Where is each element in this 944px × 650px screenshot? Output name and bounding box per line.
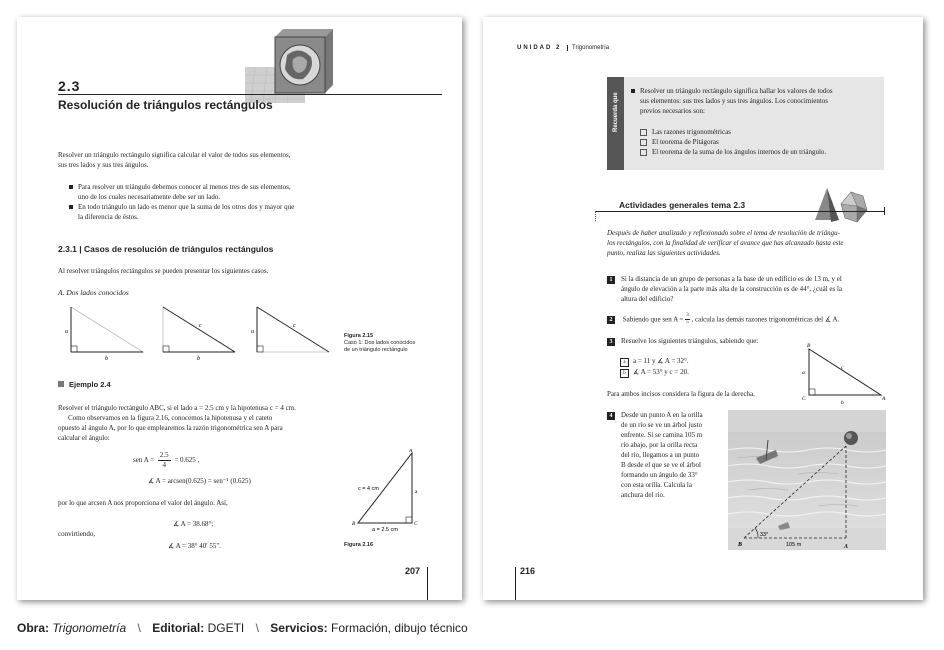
bullet-text: Para resolver un triángulo debemos conocer al menos tres de sus elementos, bbox=[78, 183, 291, 191]
example-line: Resolver el triángulo rectángulo ABC, si el lado a = 2.5 cm y la hipotenusa c = 4 cm. bbox=[58, 404, 296, 412]
intro-line: Resolver un triángulo rectángulo significa calcular el valor de todos sus elementos, bbox=[58, 151, 291, 159]
q4-line: del río, llegamos a un punto bbox=[621, 451, 700, 459]
recuerda-item bbox=[640, 127, 826, 137]
q4-line: río abajo, por la orilla recta bbox=[621, 441, 698, 449]
triangle-3 bbox=[257, 307, 329, 352]
recuerda-item bbox=[640, 137, 826, 147]
q1-line bbox=[607, 274, 892, 284]
fig16-label-A: A bbox=[409, 449, 413, 454]
q4-line: formando un ángulo de 33° bbox=[621, 471, 698, 479]
q4-line: B desde el que se ve el árbol bbox=[621, 461, 701, 469]
open-square-icon bbox=[640, 149, 647, 156]
equation-3: ∡ A = 38.68°; bbox=[173, 520, 214, 528]
convirtiendo-text: convirtiendo, bbox=[58, 530, 96, 538]
river-angle-label: 33° bbox=[760, 532, 769, 538]
figure-2-16-caption: Figura 2.16 bbox=[344, 542, 374, 548]
equation-1 bbox=[133, 451, 199, 470]
eq1-numerator: 2.5 bbox=[159, 451, 169, 459]
separator: \ bbox=[137, 621, 141, 635]
activities-rule bbox=[595, 211, 885, 212]
activities-rule-tick-left bbox=[595, 211, 596, 221]
case-a-label: A. Dos lados conocidos bbox=[58, 288, 129, 297]
q3-case-a bbox=[620, 356, 689, 367]
figure-2-15-caption bbox=[344, 333, 415, 354]
q4-line: de un río se ve un árbol justo bbox=[621, 421, 703, 429]
river-illustration bbox=[728, 410, 886, 550]
river-label-B: B bbox=[738, 542, 743, 548]
obra-label: Obra: bbox=[17, 621, 50, 635]
section-number: 2.3 bbox=[58, 78, 81, 94]
tri3-label-a: a bbox=[251, 329, 254, 335]
recuerda-item bbox=[640, 147, 826, 157]
servicios-value: Formación, dibujo técnico bbox=[330, 621, 468, 635]
bullet-item bbox=[69, 182, 294, 192]
question-2 bbox=[607, 313, 839, 326]
page-number: 216 bbox=[520, 566, 536, 576]
recuerda-line-text: Resolver un triángulo rectángulo significa hallar los valores de todos bbox=[640, 87, 833, 95]
subsection-intro: Al resolver triángulos rectángulos se pueden presentar los siguientes casos. bbox=[58, 267, 269, 275]
bullet-text: la diferencia de éstos. bbox=[78, 213, 139, 221]
bullet-item bbox=[69, 202, 294, 212]
header-unit: UNIDAD 2 bbox=[517, 45, 562, 51]
recuerda-line bbox=[631, 86, 833, 96]
example-line: Como observamos en la figura 2.16, conocemos la hipotenusa y el cateto bbox=[68, 414, 273, 422]
credits-footer bbox=[17, 621, 468, 635]
q2-fraction-den: 5 bbox=[686, 320, 689, 325]
recuerda-item-text: El teorema de la suma de los ángulos internos de un triángulo. bbox=[652, 148, 827, 156]
intro-line: sus tres lados y sus tres ángulos. bbox=[58, 161, 149, 169]
bullet-square-icon bbox=[631, 89, 635, 93]
q3-b-box: b bbox=[620, 369, 629, 378]
running-header bbox=[517, 45, 609, 51]
activities-intro-line: los rectángulos, con la finalidad de verificar el avance que has alcanzado hasta este bbox=[607, 239, 844, 247]
q3-number-badge: 3 bbox=[607, 338, 615, 346]
fig16-label-b: a = 2.5 cm bbox=[372, 527, 398, 533]
q3-case-b bbox=[620, 367, 689, 378]
example-body bbox=[58, 403, 334, 443]
question-1 bbox=[607, 274, 892, 304]
q3fig-label-a: a bbox=[802, 370, 805, 376]
activities-title: Actividades generales tema 2.3 bbox=[619, 200, 746, 210]
question-4 bbox=[607, 410, 717, 500]
figure-caption-line: Caso 1: Dos lados conocidos bbox=[344, 340, 416, 346]
bullet-square-icon bbox=[69, 205, 73, 209]
decorative-cube-illustration bbox=[245, 25, 333, 103]
figure-2-15-triangles bbox=[65, 305, 335, 361]
eq1-fraction bbox=[158, 451, 171, 470]
q3fig-label-C: C bbox=[802, 396, 806, 402]
q3-cases bbox=[620, 356, 689, 378]
triangle-2 bbox=[163, 307, 235, 352]
obra-value: Trigonometría bbox=[52, 621, 127, 635]
q3-a-text: a = 11 y ∡ A = 32°. bbox=[633, 357, 689, 365]
q1-text: Si la distancia de un grupo de personas a la base de un edificio es de 13 m, y el bbox=[621, 275, 842, 283]
q2-pre: Sabiendo que sen A = bbox=[622, 315, 684, 324]
activities-intro-line: punto, realiza las siguientes actividades. bbox=[607, 249, 721, 257]
example-title: Ejemplo 2.4 bbox=[69, 380, 111, 389]
question-3 bbox=[607, 336, 758, 346]
recuerda-text bbox=[631, 86, 833, 116]
fig16-label-a: a bbox=[415, 489, 418, 495]
q3fig-label-b: b bbox=[841, 400, 844, 406]
q3fig-label-A: A bbox=[882, 396, 886, 402]
q2-number-badge: 2 bbox=[607, 316, 615, 324]
q1-number-badge: 1 bbox=[607, 276, 615, 284]
intro-paragraph bbox=[58, 150, 291, 170]
activities-intro bbox=[607, 228, 887, 258]
example-line: calcular el ángulo: bbox=[58, 434, 110, 442]
eq1-denominator: 4 bbox=[162, 461, 166, 469]
eq1-lhs: sen A = bbox=[133, 456, 155, 464]
editorial-value: DGETI bbox=[207, 621, 245, 635]
recuerda-item-text: El teorema de Pitágoras bbox=[652, 138, 719, 146]
fig16-label-c: c = 4 cm bbox=[358, 486, 379, 492]
tri2-label-c: c bbox=[199, 323, 202, 329]
left-page bbox=[17, 17, 462, 600]
recuerda-label: Recuerda que bbox=[613, 92, 619, 132]
equation-2: ∡ A = arcsen(0.625) = sen⁻¹ (0.625) bbox=[148, 477, 251, 485]
recuerda-line: previos necesarios son: bbox=[640, 107, 705, 115]
recuerda-item-text: Las razones trigonométricas bbox=[652, 128, 731, 136]
section-title: Resolución de triángulos rectángulos bbox=[58, 98, 273, 112]
example-line: opuesto al ángulo A, por lo que emplearemos la razón trigonométrica sen A para bbox=[58, 424, 283, 432]
river-distance-label: 105 m bbox=[786, 542, 802, 548]
activities-rule-tick bbox=[884, 207, 885, 215]
editorial-label: Editorial: bbox=[152, 621, 205, 635]
equation-4: ∡ A = 38° 40' 55". bbox=[168, 542, 221, 550]
recuerda-line: sus elementos: sus tres lados y sus tres ángulos. Los conocimientos bbox=[640, 97, 829, 105]
river-label-A: A bbox=[844, 544, 849, 550]
separator: \ bbox=[255, 621, 259, 635]
tri1-label-b: b bbox=[105, 356, 108, 361]
after-equation-text: por lo que arcsen A nos proporciona el valor del ángulo. Así, bbox=[58, 499, 228, 507]
q2-fraction bbox=[685, 313, 690, 326]
q4-line: anchura del río. bbox=[621, 491, 665, 499]
example-marker-icon bbox=[58, 381, 64, 387]
q4-line bbox=[607, 410, 717, 420]
eq1-rhs: = 0.625 , bbox=[174, 456, 200, 464]
page-number-rule bbox=[515, 567, 516, 600]
page-number-rule bbox=[427, 567, 428, 600]
q3-note: Para ambos incisos considera la figura de la derecha. bbox=[607, 390, 755, 398]
servicios-label: Servicios: bbox=[270, 621, 328, 635]
q4-number-badge: 4 bbox=[607, 412, 615, 420]
q4-line: con esta orilla. Calcula la bbox=[621, 481, 692, 489]
recuerda-items bbox=[640, 127, 826, 157]
subsection-heading: 2.3.1 | Casos de resolución de triángulos rectángulos bbox=[58, 244, 274, 254]
open-square-icon bbox=[640, 129, 647, 136]
figure-label: Figura 2.15 bbox=[344, 333, 374, 339]
activities-intro-line: Después de haber analizado y reflexionado sobre el tema de resolución de triángu- bbox=[607, 229, 840, 237]
tri1-label-a: a bbox=[65, 329, 68, 335]
right-page bbox=[483, 17, 923, 600]
bullet-square-icon bbox=[69, 185, 73, 189]
header-title: Trigonometría bbox=[572, 45, 610, 51]
header-divider bbox=[567, 45, 568, 51]
q2-fraction-num: 3 bbox=[686, 313, 689, 318]
q3-text: Resuelve los siguientes triángulos, sabiendo que: bbox=[621, 337, 759, 345]
bullet-text: En todo triángulo un lado es menor que la suma de los otros dos y mayor que bbox=[78, 203, 295, 211]
q4-line: enfrente. Si se camina 105 m bbox=[621, 431, 703, 439]
fig16-label-B: B bbox=[352, 521, 356, 527]
open-square-icon bbox=[640, 139, 647, 146]
q1-line: ángulo de elevación a la parte más alta de la construcción es de 44°, ¿cuál es la bbox=[621, 285, 843, 293]
q3-a-box: a bbox=[620, 358, 629, 367]
bullet-text: uno de los cuales necesariamente debe ser un lado. bbox=[78, 193, 221, 201]
decorative-solids-illustration bbox=[811, 184, 871, 228]
bullet-list bbox=[69, 182, 294, 222]
q3-b-text: ∡ A = 53° y c = 20. bbox=[633, 368, 689, 376]
q3-triangle-figure bbox=[801, 343, 891, 409]
fig16-label-C: C bbox=[414, 521, 418, 527]
q2-post: , calcula las demás razones trigonométricas del ∡ A. bbox=[691, 315, 840, 324]
q4-text: Desde un punto A en la orilla bbox=[621, 411, 703, 419]
tri2-label-b: b bbox=[197, 356, 200, 361]
page-number: 207 bbox=[405, 566, 421, 576]
figure-caption-line: de un triángulo rectángulo bbox=[344, 347, 408, 353]
tri3-label-c: c bbox=[293, 323, 296, 329]
q3fig-label-c: c bbox=[841, 365, 844, 371]
q3fig-label-B: B bbox=[807, 343, 811, 349]
section-rule bbox=[58, 94, 442, 95]
triangle-1 bbox=[71, 307, 143, 352]
q1-line: altura del edificio? bbox=[621, 295, 674, 303]
example-heading bbox=[58, 380, 111, 389]
figure-2-16-triangle bbox=[350, 449, 430, 539]
